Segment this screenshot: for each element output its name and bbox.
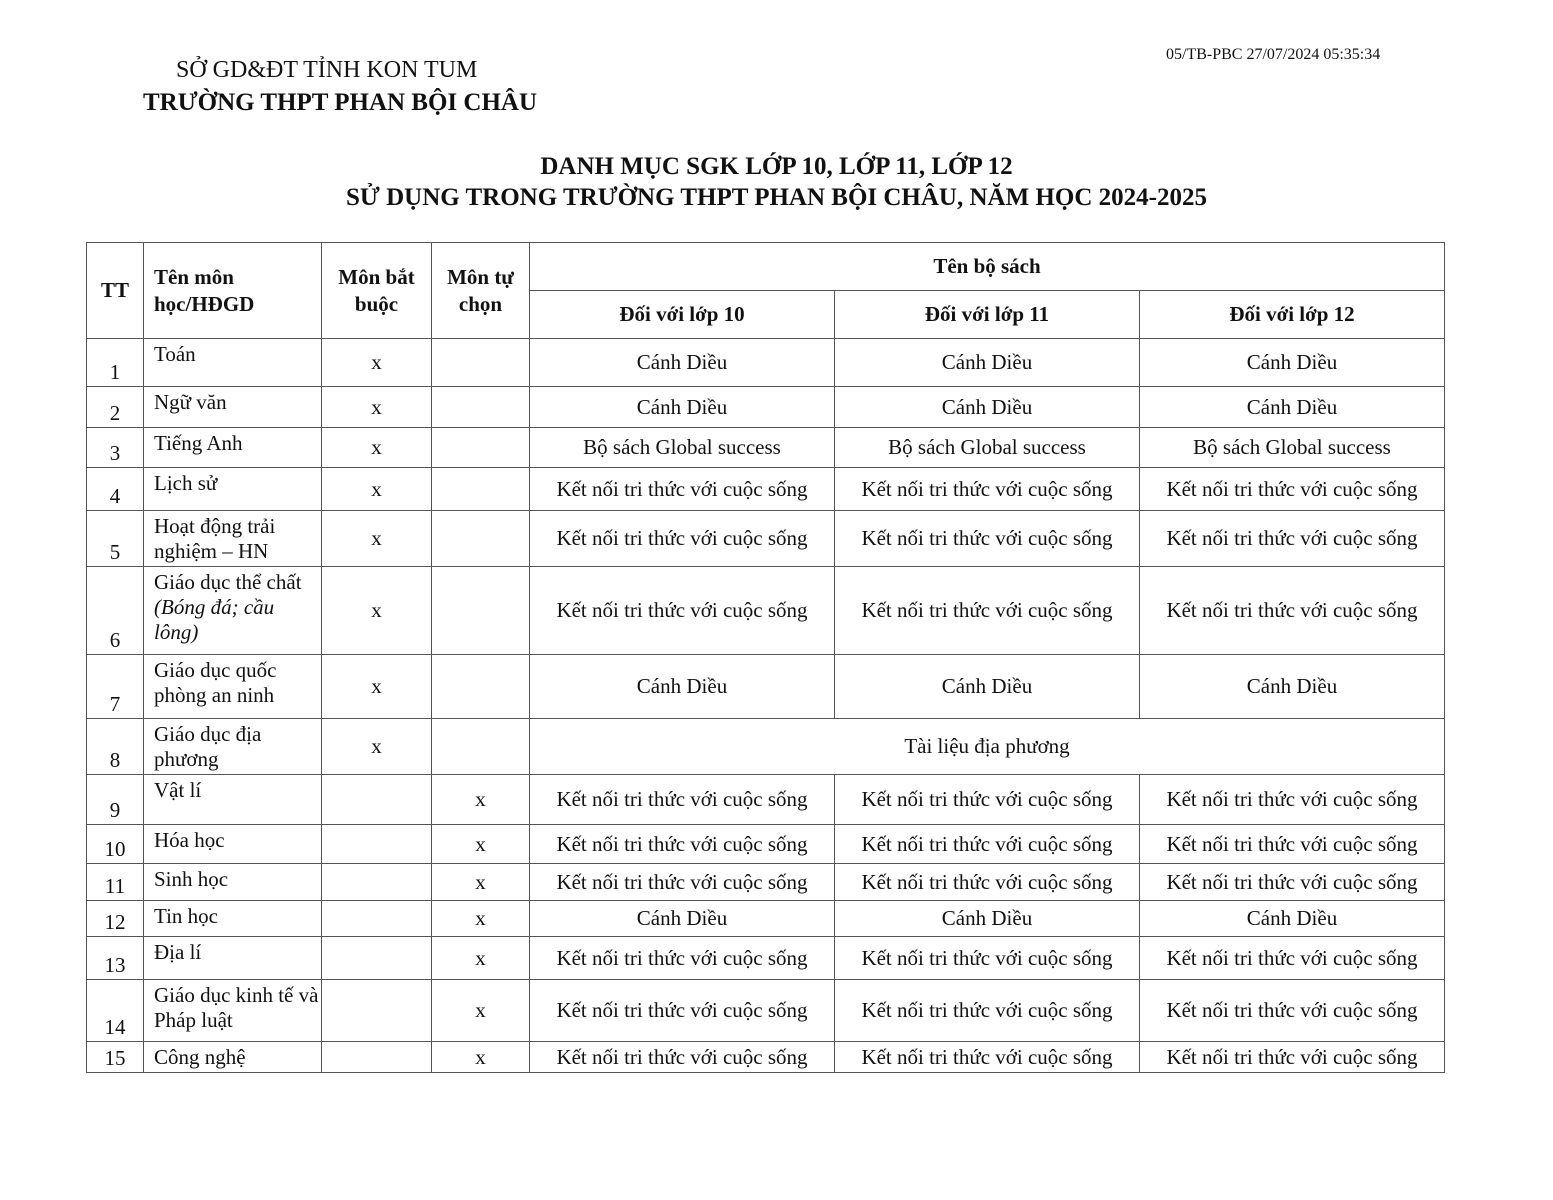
book-grade12: Cánh Diều [1140, 901, 1445, 937]
elective-mark: x [432, 825, 530, 864]
header-grade11: Đối với lớp 11 [835, 291, 1140, 339]
row-number: 8 [87, 719, 144, 775]
mandatory-mark: x [322, 339, 432, 387]
mandatory-mark [322, 775, 432, 825]
subject-label: Sinh học [154, 867, 229, 891]
elective-mark [432, 719, 530, 775]
book-grade11: Kết nối tri thức với cuộc sống [835, 468, 1140, 511]
book-grade11: Kết nối tri thức với cuộc sống [835, 567, 1140, 655]
row-number: 5 [87, 511, 144, 567]
table-row [87, 719, 1445, 775]
table-row [87, 775, 1445, 825]
row-number: 2 [87, 387, 144, 428]
table-row [87, 428, 1445, 468]
mandatory-mark: x [322, 511, 432, 567]
mandatory-mark: x [322, 468, 432, 511]
book-grade11: Kết nối tri thức với cuộc sống [835, 1042, 1140, 1073]
header-grade10: Đối với lớp 10 [530, 291, 835, 339]
subject-label: Hóa học [154, 828, 225, 852]
book-grade10: Kết nối tri thức với cuộc sống [530, 468, 835, 511]
book-grade12: Kết nối tri thức với cuộc sống [1140, 1042, 1445, 1073]
elective-mark: x [432, 937, 530, 980]
elective-mark [432, 655, 530, 719]
book-grade10: Kết nối tri thức với cuộc sống [530, 937, 835, 980]
book-grade10: Cánh Diều [530, 901, 835, 937]
mandatory-mark: x [322, 719, 432, 775]
header-book-set: Tên bộ sách [530, 243, 1445, 291]
mandatory-mark [322, 980, 432, 1042]
elective-mark: x [432, 980, 530, 1042]
subject-name [144, 937, 322, 980]
subject-name [144, 1042, 322, 1073]
table-row [87, 387, 1445, 428]
elective-mark [432, 468, 530, 511]
subject-label: Hoạt động trải nghiệm – HN [154, 514, 276, 563]
mandatory-mark [322, 825, 432, 864]
elective-mark [432, 511, 530, 567]
row-number: 10 [87, 825, 144, 864]
row-number: 3 [87, 428, 144, 468]
mandatory-mark: x [322, 567, 432, 655]
table-row [87, 1042, 1445, 1073]
book-grade11: Cánh Diều [835, 901, 1140, 937]
table-row [87, 937, 1445, 980]
book-grade12: Cánh Diều [1140, 655, 1445, 719]
book-grade10: Kết nối tri thức với cuộc sống [530, 980, 835, 1042]
row-number: 4 [87, 468, 144, 511]
table-row [87, 567, 1445, 655]
book-grade11: Kết nối tri thức với cuộc sống [835, 980, 1140, 1042]
book-grade12: Kết nối tri thức với cuộc sống [1140, 825, 1445, 864]
book-set-all-grades: Tài liệu địa phương [530, 719, 1445, 775]
table-row [87, 511, 1445, 567]
book-grade11: Kết nối tri thức với cuộc sống [835, 825, 1140, 864]
row-number: 15 [87, 1042, 144, 1073]
row-number: 14 [87, 980, 144, 1042]
subject-name [144, 901, 322, 937]
book-grade12: Kết nối tri thức với cuộc sống [1140, 775, 1445, 825]
book-grade11: Cánh Diều [835, 387, 1140, 428]
subject-name [144, 864, 322, 901]
subject-label: Địa lí [154, 940, 202, 964]
elective-mark: x [432, 1042, 530, 1073]
book-grade12: Bộ sách Global success [1140, 428, 1445, 468]
book-grade12: Cánh Diều [1140, 387, 1445, 428]
table-row [87, 980, 1445, 1042]
subject-name [144, 428, 322, 468]
book-grade11: Cánh Diều [835, 339, 1140, 387]
header-subject: Tên môn học/HĐGD [144, 243, 322, 339]
elective-mark [432, 387, 530, 428]
row-number: 9 [87, 775, 144, 825]
document-title-line2: SỬ DỤNG TRONG TRƯỜNG THPT PHAN BỘI CHÂU, NĂM HỌC 2024-2025 [346, 184, 1207, 211]
textbook-table [86, 242, 1445, 1073]
table-row [87, 339, 1445, 387]
table-row [87, 864, 1445, 901]
table-row [87, 468, 1445, 511]
book-grade12: Kết nối tri thức với cuộc sống [1140, 567, 1445, 655]
mandatory-mark: x [322, 428, 432, 468]
mandatory-mark [322, 937, 432, 980]
department-name: SỞ GD&ĐT TỈNH KON TUM [176, 57, 478, 83]
mandatory-mark: x [322, 387, 432, 428]
subject-name [144, 980, 322, 1042]
book-grade11: Kết nối tri thức với cuộc sống [835, 864, 1140, 901]
header-mandatory: Môn bắt buộc [322, 243, 432, 339]
school-name: TRƯỜNG THPT PHAN BỘI CHÂU [143, 89, 538, 116]
book-grade10: Bộ sách Global success [530, 428, 835, 468]
book-grade11: Kết nối tri thức với cuộc sống [835, 937, 1140, 980]
book-grade10: Cánh Diều [530, 339, 835, 387]
subject-label: Ngữ văn [154, 390, 227, 414]
mandatory-mark [322, 864, 432, 901]
subject-name [144, 387, 322, 428]
row-number: 7 [87, 655, 144, 719]
book-grade10: Cánh Diều [530, 387, 835, 428]
subject-name [144, 468, 322, 511]
subject-label: Vật lí [154, 778, 202, 802]
book-grade10: Cánh Diều [530, 655, 835, 719]
book-grade12: Kết nối tri thức với cuộc sống [1140, 937, 1445, 980]
header-tt: TT [87, 243, 144, 339]
row-number: 12 [87, 901, 144, 937]
subject-name [144, 775, 322, 825]
subject-name [144, 825, 322, 864]
elective-mark: x [432, 864, 530, 901]
subject-name [144, 719, 322, 775]
subject-label: Giáo dục thể chất [154, 570, 302, 594]
subject-label: Giáo dục địa phương [154, 722, 262, 771]
elective-mark [432, 567, 530, 655]
subject-label: Giáo dục kinh tế và Pháp luật [154, 983, 319, 1032]
book-grade12: Kết nối tri thức với cuộc sống [1140, 468, 1445, 511]
subject-name [144, 567, 322, 655]
subject-name [144, 339, 322, 387]
table-row [87, 655, 1445, 719]
book-grade10: Kết nối tri thức với cuộc sống [530, 825, 835, 864]
book-grade12: Cánh Diều [1140, 339, 1445, 387]
row-number: 1 [87, 339, 144, 387]
elective-mark: x [432, 901, 530, 937]
subject-label: Toán [154, 342, 196, 366]
header-elective: Môn tự chọn [432, 243, 530, 339]
book-grade11: Bộ sách Global success [835, 428, 1140, 468]
subject-note: (Bóng đá; cầu lông) [154, 595, 275, 644]
book-grade12: Kết nối tri thức với cuộc sống [1140, 511, 1445, 567]
table-row [87, 901, 1445, 937]
subject-label: Tin học [154, 904, 218, 928]
header-grade12: Đối với lớp 12 [1140, 291, 1445, 339]
mandatory-mark [322, 901, 432, 937]
table-row [87, 825, 1445, 864]
document-reference: 05/TB-PBC 27/07/2024 05:35:34 [1166, 46, 1381, 63]
subject-name [144, 655, 322, 719]
mandatory-mark [322, 1042, 432, 1073]
book-grade12: Kết nối tri thức với cuộc sống [1140, 864, 1445, 901]
book-grade10: Kết nối tri thức với cuộc sống [530, 511, 835, 567]
book-grade10: Kết nối tri thức với cuộc sống [530, 775, 835, 825]
book-grade11: Kết nối tri thức với cuộc sống [835, 775, 1140, 825]
row-number: 6 [87, 567, 144, 655]
subject-label: Công nghệ [154, 1045, 246, 1069]
book-grade12: Kết nối tri thức với cuộc sống [1140, 980, 1445, 1042]
book-grade10: Kết nối tri thức với cuộc sống [530, 864, 835, 901]
book-grade11: Cánh Diều [835, 655, 1140, 719]
row-number: 11 [87, 864, 144, 901]
book-grade11: Kết nối tri thức với cuộc sống [835, 511, 1140, 567]
subject-name [144, 511, 322, 567]
elective-mark [432, 339, 530, 387]
book-grade10: Kết nối tri thức với cuộc sống [530, 1042, 835, 1073]
subject-label: Tiếng Anh [154, 431, 243, 455]
elective-mark: x [432, 775, 530, 825]
document-title-line1: DANH MỤC SGK LỚP 10, LỚP 11, LỚP 12 [540, 153, 1013, 180]
subject-label: Giáo dục quốc phòng an ninh [154, 658, 277, 707]
mandatory-mark: x [322, 655, 432, 719]
subject-label: Lịch sử [154, 471, 218, 495]
book-grade10: Kết nối tri thức với cuộc sống [530, 567, 835, 655]
row-number: 13 [87, 937, 144, 980]
elective-mark [432, 428, 530, 468]
